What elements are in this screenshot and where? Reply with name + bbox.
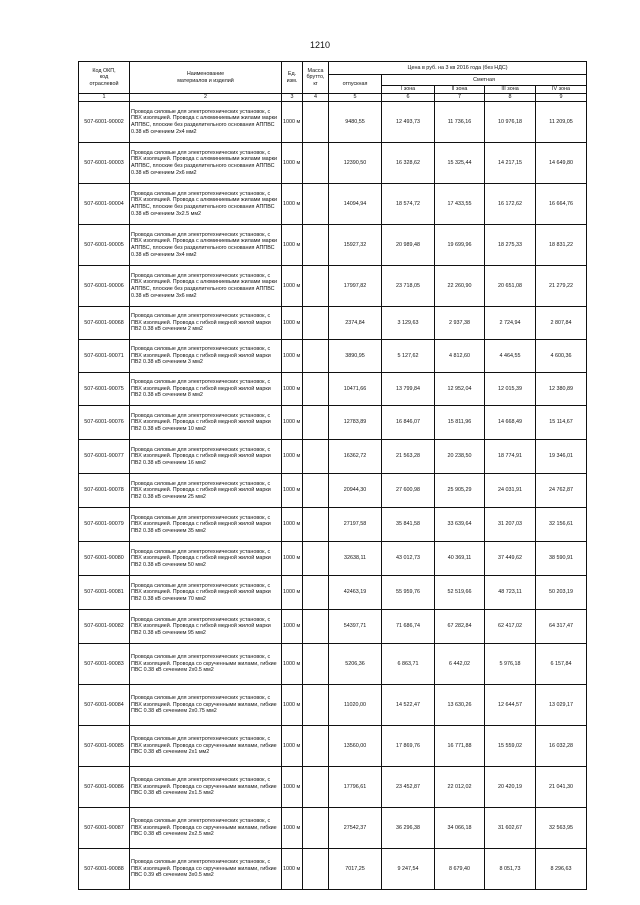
row-mass-cell: [303, 225, 329, 266]
row-name-cell: Провода силовые для электротехнических установок, с ПВХ изоляцией. Провода с гибкой медной жилой марки ПВ2 0.38 кВ сечением 8 мм2: [130, 373, 282, 406]
row-release-price-cell: 17997,82: [329, 266, 382, 307]
header-name: [130, 62, 282, 94]
row-zone-1-cell: 12 493,73: [382, 102, 435, 143]
table-row: [79, 102, 587, 143]
row-mass-cell: [303, 508, 329, 542]
row-zone-1-cell: 14 522,47: [382, 685, 435, 726]
column-number: 4: [303, 94, 329, 102]
row-release-price-cell: 12390,50: [329, 143, 382, 184]
row-zone-1-cell: 23 452,87: [382, 767, 435, 808]
header-zone-3: III зона: [485, 86, 536, 94]
row-zone-2-cell: 40 369,11: [435, 542, 485, 576]
row-zone-1-cell: 6 863,71: [382, 644, 435, 685]
row-zone-2-cell: 19 699,96: [435, 225, 485, 266]
row-release-price-cell: 17796,61: [329, 767, 382, 808]
row-release-price-cell: 2374,84: [329, 307, 382, 340]
row-zone-3-cell: 62 417,02: [485, 610, 536, 644]
row-name-cell: Провода силовые для электротехнических установок, с ПВХ изоляцией. Провода с гибкой медной жилой марки ПВ2 0.38 кВ сечением 50 мм2: [130, 542, 282, 576]
header-code-line: отраслевой: [89, 80, 119, 87]
table-row: [79, 576, 587, 610]
table-row: [79, 685, 587, 726]
row-release-price-cell: 3890,95: [329, 340, 382, 373]
row-release-price-cell: 16362,72: [329, 440, 382, 474]
row-mass-cell: [303, 849, 329, 890]
table-row: [79, 340, 587, 373]
table-row: [79, 307, 587, 340]
row-zone-3-cell: 18 774,91: [485, 440, 536, 474]
row-unit-cell: 1000 м: [282, 184, 303, 225]
row-name-cell: Провода силовые для электротехнических установок, с ПВХ изоляцией. Провода с гибкой медной жилой марки ПВ2 0.38 кВ сечением 3 мм2: [130, 340, 282, 373]
row-zone-4-cell: 13 029,17: [536, 685, 587, 726]
row-zone-3-cell: 20 651,08: [485, 266, 536, 307]
header-mass: [303, 62, 329, 94]
row-zone-1-cell: 13 799,84: [382, 373, 435, 406]
row-zone-4-cell: 21 279,22: [536, 266, 587, 307]
row-zone-1-cell: 27 600,98: [382, 474, 435, 508]
row-unit-cell: 1000 м: [282, 508, 303, 542]
page-number: 1210: [309, 40, 331, 50]
header-zone-4: IV зона: [536, 86, 587, 94]
row-zone-3-cell: 12 015,39: [485, 373, 536, 406]
table-row: [79, 808, 587, 849]
row-zone-3-cell: 31 602,67: [485, 808, 536, 849]
row-zone-3-cell: 2 724,94: [485, 307, 536, 340]
row-zone-4-cell: 21 041,30: [536, 767, 587, 808]
row-zone-3-cell: 37 449,62: [485, 542, 536, 576]
row-zone-3-cell: 8 051,73: [485, 849, 536, 890]
header-unit: [282, 62, 303, 94]
row-zone-2-cell: 20 238,50: [435, 440, 485, 474]
price-table: [78, 61, 587, 890]
column-number: 2: [130, 94, 282, 102]
row-zone-3-cell: 18 275,33: [485, 225, 536, 266]
row-name-cell: Провода силовые для электротехнических установок, с ПВХ изоляцией. Провода со скрученными жилами, гибкие ПВС 0.38 кВ сечением 2x0.75 мм2: [130, 685, 282, 726]
row-code-cell: 507-6001-90086: [79, 767, 130, 808]
row-zone-1-cell: 71 686,74: [382, 610, 435, 644]
row-name-cell: Провода силовые для электротехнических установок, с ПВХ изоляцией. Провода с алюминиевыми жилами марки АППВС, плоские без разделительного основания АППВС 0.38 кВ сечением 3x6 мм2: [130, 266, 282, 307]
row-mass-cell: [303, 808, 329, 849]
row-name-cell: Провода силовые для электротехнических установок, с ПВХ изоляцией. Провода со скрученными жилами, гибкие ПВС 0.38 кВ сечением 2x0.5 мм2: [130, 644, 282, 685]
row-zone-1-cell: 21 563,28: [382, 440, 435, 474]
row-zone-4-cell: 18 831,22: [536, 225, 587, 266]
row-release-price-cell: 5206,36: [329, 644, 382, 685]
row-zone-2-cell: 33 639,64: [435, 508, 485, 542]
row-zone-2-cell: 6 442,02: [435, 644, 485, 685]
row-zone-2-cell: 15 811,96: [435, 406, 485, 440]
column-number: 6: [382, 94, 435, 102]
table-row: [79, 610, 587, 644]
row-code-cell: 507-6001-90076: [79, 406, 130, 440]
row-name-cell: Провода силовые для электротехнических установок, с ПВХ изоляцией. Провода с алюминиевыми жилами марки АППВС, плоские без разделительного основания АППВС 0.38 кВ сечением 2x4 мм2: [130, 102, 282, 143]
row-code-cell: 507-6001-90085: [79, 726, 130, 767]
row-name-cell: Провода силовые для электротехнических установок, с ПВХ изоляцией. Провода с алюминиевыми жилами марки АППВС, плоские без разделительного основания АППВС 0.38 кВ сечением 3x4 мм2: [130, 225, 282, 266]
row-code-cell: 507-6001-90081: [79, 576, 130, 610]
row-name-cell: Провода силовые для электротехнических установок, с ПВХ изоляцией. Провода со скрученными жилами, гибкие ПВС 0.38 кВ сечением 2x1.5 мм2: [130, 767, 282, 808]
row-zone-2-cell: 11 736,16: [435, 102, 485, 143]
row-release-price-cell: 27542,37: [329, 808, 382, 849]
row-zone-3-cell: 12 644,57: [485, 685, 536, 726]
row-zone-4-cell: 32 563,95: [536, 808, 587, 849]
table-row: [79, 266, 587, 307]
row-zone-1-cell: 16 846,07: [382, 406, 435, 440]
row-zone-2-cell: 8 679,40: [435, 849, 485, 890]
row-unit-cell: 1000 м: [282, 474, 303, 508]
row-unit-cell: 1000 м: [282, 143, 303, 184]
row-zone-1-cell: 55 959,76: [382, 576, 435, 610]
row-zone-4-cell: 16 664,76: [536, 184, 587, 225]
row-name-cell: Провода силовые для электротехнических установок, с ПВХ изоляцией. Провода с гибкой медной жилой марки ПВ2 0.38 кВ сечением 25 мм2: [130, 474, 282, 508]
row-zone-1-cell: 5 127,62: [382, 340, 435, 373]
row-release-price-cell: 32638,11: [329, 542, 382, 576]
header-name-line: материалов и изделий: [177, 77, 234, 84]
row-code-cell: 507-6001-90082: [79, 610, 130, 644]
row-mass-cell: [303, 406, 329, 440]
row-zone-1-cell: 36 296,38: [382, 808, 435, 849]
row-code-cell: 507-6001-90071: [79, 340, 130, 373]
row-zone-1-cell: 3 129,63: [382, 307, 435, 340]
row-mass-cell: [303, 266, 329, 307]
row-zone-3-cell: 48 723,11: [485, 576, 536, 610]
row-release-price-cell: 9480,55: [329, 102, 382, 143]
row-release-price-cell: 42463,19: [329, 576, 382, 610]
column-number: 3: [282, 94, 303, 102]
row-zone-1-cell: 18 574,72: [382, 184, 435, 225]
row-zone-4-cell: 19 346,01: [536, 440, 587, 474]
row-unit-cell: 1000 м: [282, 767, 303, 808]
row-code-cell: 507-6001-90088: [79, 849, 130, 890]
row-zone-4-cell: 12 380,89: [536, 373, 587, 406]
row-zone-4-cell: 50 203,19: [536, 576, 587, 610]
row-unit-cell: 1000 м: [282, 102, 303, 143]
table-row: [79, 373, 587, 406]
table-row: [79, 474, 587, 508]
row-unit-cell: 1000 м: [282, 849, 303, 890]
row-zone-2-cell: 52 519,66: [435, 576, 485, 610]
row-code-cell: 507-6001-90077: [79, 440, 130, 474]
row-name-cell: Провода силовые для электротехнических установок, с ПВХ изоляцией. Провода со скрученными жилами, гибкие ПВС 0.38 кВ сечением 2x2.5 мм2: [130, 808, 282, 849]
row-zone-1-cell: 17 869,76: [382, 726, 435, 767]
table-row: [79, 225, 587, 266]
row-unit-cell: 1000 м: [282, 576, 303, 610]
row-mass-cell: [303, 340, 329, 373]
row-mass-cell: [303, 542, 329, 576]
row-mass-cell: [303, 685, 329, 726]
row-zone-3-cell: 16 172,62: [485, 184, 536, 225]
row-name-cell: Провода силовые для электротехнических установок, с ПВХ изоляцией. Провода с гибкой медной жилой марки ПВ2 0.38 кВ сечением 95 мм2: [130, 610, 282, 644]
row-code-cell: 507-6001-90075: [79, 373, 130, 406]
row-unit-cell: 1000 м: [282, 610, 303, 644]
row-zone-3-cell: 14 217,15: [485, 143, 536, 184]
table-header: [79, 62, 587, 102]
row-unit-cell: 1000 м: [282, 542, 303, 576]
row-release-price-cell: 10471,66: [329, 373, 382, 406]
row-mass-cell: [303, 474, 329, 508]
row-zone-4-cell: 14 649,80: [536, 143, 587, 184]
row-zone-2-cell: 22 260,90: [435, 266, 485, 307]
row-mass-cell: [303, 644, 329, 685]
row-release-price-cell: 27197,58: [329, 508, 382, 542]
row-name-cell: Провода силовые для электротехнических установок, с ПВХ изоляцией. Провода со скрученными жилами, гибкие ПВС 0.39 кВ сечением 3x0.5 мм2: [130, 849, 282, 890]
row-release-price-cell: 14094,94: [329, 184, 382, 225]
header-mass-line: брутто,: [306, 74, 325, 81]
column-number-row: [79, 94, 587, 102]
table-row: [79, 508, 587, 542]
row-mass-cell: [303, 184, 329, 225]
row-code-cell: 507-6001-90002: [79, 102, 130, 143]
header-name-line: Наименование: [186, 70, 225, 77]
row-code-cell: 507-6001-90080: [79, 542, 130, 576]
row-mass-cell: [303, 610, 329, 644]
row-name-cell: Провода силовые для электротехнических установок, с ПВХ изоляцией. Провода с гибкой медной жилой марки ПВ2 0.38 кВ сечением 2 мм2: [130, 307, 282, 340]
row-zone-1-cell: 20 989,48: [382, 225, 435, 266]
row-zone-2-cell: 67 282,84: [435, 610, 485, 644]
header-zone-2: II зона: [435, 86, 485, 94]
row-unit-cell: 1000 м: [282, 266, 303, 307]
row-release-price-cell: 13560,00: [329, 726, 382, 767]
row-zone-1-cell: 16 328,62: [382, 143, 435, 184]
table-row: [79, 184, 587, 225]
row-zone-4-cell: 64 317,47: [536, 610, 587, 644]
header-unit-line: Ед.: [287, 70, 297, 77]
row-zone-1-cell: 35 841,58: [382, 508, 435, 542]
row-zone-3-cell: 31 207,03: [485, 508, 536, 542]
row-name-cell: Провода силовые для электротехнических установок, с ПВХ изоляцией. Провода с гибкой медной жилой марки ПВ2 0.38 кВ сечением 35 мм2: [130, 508, 282, 542]
table-body: [79, 102, 587, 890]
header-estimate-price: Сметная: [382, 75, 587, 86]
row-zone-2-cell: 22 012,02: [435, 767, 485, 808]
row-code-cell: 507-6001-90006: [79, 266, 130, 307]
row-release-price-cell: 11020,00: [329, 685, 382, 726]
row-unit-cell: 1000 м: [282, 808, 303, 849]
row-release-price-cell: 12783,89: [329, 406, 382, 440]
row-release-price-cell: 20944,30: [329, 474, 382, 508]
row-zone-3-cell: 5 976,18: [485, 644, 536, 685]
row-release-price-cell: 15927,32: [329, 225, 382, 266]
table-row: [79, 542, 587, 576]
header-mass-line: Масса: [307, 67, 324, 74]
header-unit-line: изм.: [286, 77, 298, 84]
header-price: Цена в руб. на 3 кв 2016 года (без НДС): [329, 62, 587, 75]
row-name-cell: Провода силовые для электротехнических установок, с ПВХ изоляцией. Провода с гибкой медной жилой марки ПВ2 0.38 кВ сечением 10 мм2: [130, 406, 282, 440]
table-row: [79, 406, 587, 440]
table-row: [79, 440, 587, 474]
row-zone-3-cell: 10 976,18: [485, 102, 536, 143]
row-zone-4-cell: 4 600,36: [536, 340, 587, 373]
row-zone-2-cell: 2 937,38: [435, 307, 485, 340]
row-zone-1-cell: 43 012,73: [382, 542, 435, 576]
row-release-price-cell: 54397,71: [329, 610, 382, 644]
row-unit-cell: 1000 м: [282, 307, 303, 340]
row-code-cell: 507-6001-90004: [79, 184, 130, 225]
row-mass-cell: [303, 726, 329, 767]
row-zone-3-cell: 15 559,02: [485, 726, 536, 767]
row-zone-4-cell: 32 156,61: [536, 508, 587, 542]
row-zone-3-cell: 24 031,91: [485, 474, 536, 508]
row-mass-cell: [303, 373, 329, 406]
row-zone-4-cell: 8 296,63: [536, 849, 587, 890]
row-name-cell: Провода силовые для электротехнических установок, с ПВХ изоляцией. Провода с алюминиевыми жилами марки АППВС, плоские без разделительного основания АППВС 0.38 кВ сечением 2x6 мм2: [130, 143, 282, 184]
row-code-cell: 507-6001-90003: [79, 143, 130, 184]
row-zone-2-cell: 25 905,29: [435, 474, 485, 508]
row-zone-2-cell: 15 325,44: [435, 143, 485, 184]
row-zone-2-cell: 17 433,55: [435, 184, 485, 225]
row-unit-cell: 1000 м: [282, 726, 303, 767]
row-zone-2-cell: 4 812,60: [435, 340, 485, 373]
row-code-cell: 507-6001-90005: [79, 225, 130, 266]
table-row: [79, 849, 587, 890]
row-unit-cell: 1000 м: [282, 644, 303, 685]
row-zone-2-cell: 34 066,18: [435, 808, 485, 849]
row-zone-2-cell: 16 771,88: [435, 726, 485, 767]
row-zone-4-cell: 24 762,87: [536, 474, 587, 508]
row-zone-3-cell: 14 668,49: [485, 406, 536, 440]
row-name-cell: Провода силовые для электротехнических установок, с ПВХ изоляцией. Провода с алюминиевыми жилами марки АППВС, плоские без разделительного основания АППВС 0.38 кВ сечением 3x2.5 мм2: [130, 184, 282, 225]
row-code-cell: 507-6001-90078: [79, 474, 130, 508]
row-mass-cell: [303, 102, 329, 143]
row-name-cell: Провода силовые для электротехнических установок, с ПВХ изоляцией. Провода с гибкой медной жилой марки ПВ2 0.38 кВ сечением 70 мм2: [130, 576, 282, 610]
row-code-cell: 507-6001-90079: [79, 508, 130, 542]
row-unit-cell: 1000 м: [282, 440, 303, 474]
column-number: 5: [329, 94, 382, 102]
row-zone-1-cell: 23 718,05: [382, 266, 435, 307]
header-code-line: Код ОКП,: [92, 67, 116, 74]
header-code: [79, 62, 130, 94]
header-release-price: отпускная: [329, 75, 382, 94]
row-unit-cell: 1000 м: [282, 406, 303, 440]
row-code-cell: 507-6001-90068: [79, 307, 130, 340]
row-zone-4-cell: 15 114,67: [536, 406, 587, 440]
row-zone-2-cell: 13 630,26: [435, 685, 485, 726]
row-mass-cell: [303, 307, 329, 340]
column-number: 8: [485, 94, 536, 102]
row-mass-cell: [303, 576, 329, 610]
header-zone-1: I зона: [382, 86, 435, 94]
row-code-cell: 507-6001-90087: [79, 808, 130, 849]
row-code-cell: 507-6001-90084: [79, 685, 130, 726]
row-unit-cell: 1000 м: [282, 340, 303, 373]
row-unit-cell: 1000 м: [282, 373, 303, 406]
row-mass-cell: [303, 440, 329, 474]
row-zone-3-cell: 20 420,19: [485, 767, 536, 808]
row-mass-cell: [303, 143, 329, 184]
row-zone-4-cell: 16 032,28: [536, 726, 587, 767]
header-mass-line: кг: [313, 80, 318, 87]
row-zone-4-cell: 6 157,84: [536, 644, 587, 685]
row-zone-3-cell: 4 464,55: [485, 340, 536, 373]
row-unit-cell: 1000 м: [282, 225, 303, 266]
column-number: 9: [536, 94, 587, 102]
row-zone-4-cell: 11 209,05: [536, 102, 587, 143]
table-row: [79, 143, 587, 184]
header-code-line: код: [99, 74, 109, 81]
row-zone-4-cell: 2 807,84: [536, 307, 587, 340]
row-zone-2-cell: 12 952,04: [435, 373, 485, 406]
row-release-price-cell: 7017,25: [329, 849, 382, 890]
row-name-cell: Провода силовые для электротехнических установок, с ПВХ изоляцией. Провода со скрученными жилами, гибкие ПВС 0.38 кВ сечением 2x1 мм2: [130, 726, 282, 767]
row-unit-cell: 1000 м: [282, 685, 303, 726]
row-zone-1-cell: 9 247,54: [382, 849, 435, 890]
row-zone-4-cell: 38 590,91: [536, 542, 587, 576]
column-number: 1: [79, 94, 130, 102]
table-row: [79, 726, 587, 767]
row-name-cell: Провода силовые для электротехнических установок, с ПВХ изоляцией. Провода с гибкой медной жилой марки ПВ2 0.38 кВ сечением 16 мм2: [130, 440, 282, 474]
table-row: [79, 767, 587, 808]
row-mass-cell: [303, 767, 329, 808]
table-row: [79, 644, 587, 685]
row-code-cell: 507-6001-90083: [79, 644, 130, 685]
column-number: 7: [435, 94, 485, 102]
